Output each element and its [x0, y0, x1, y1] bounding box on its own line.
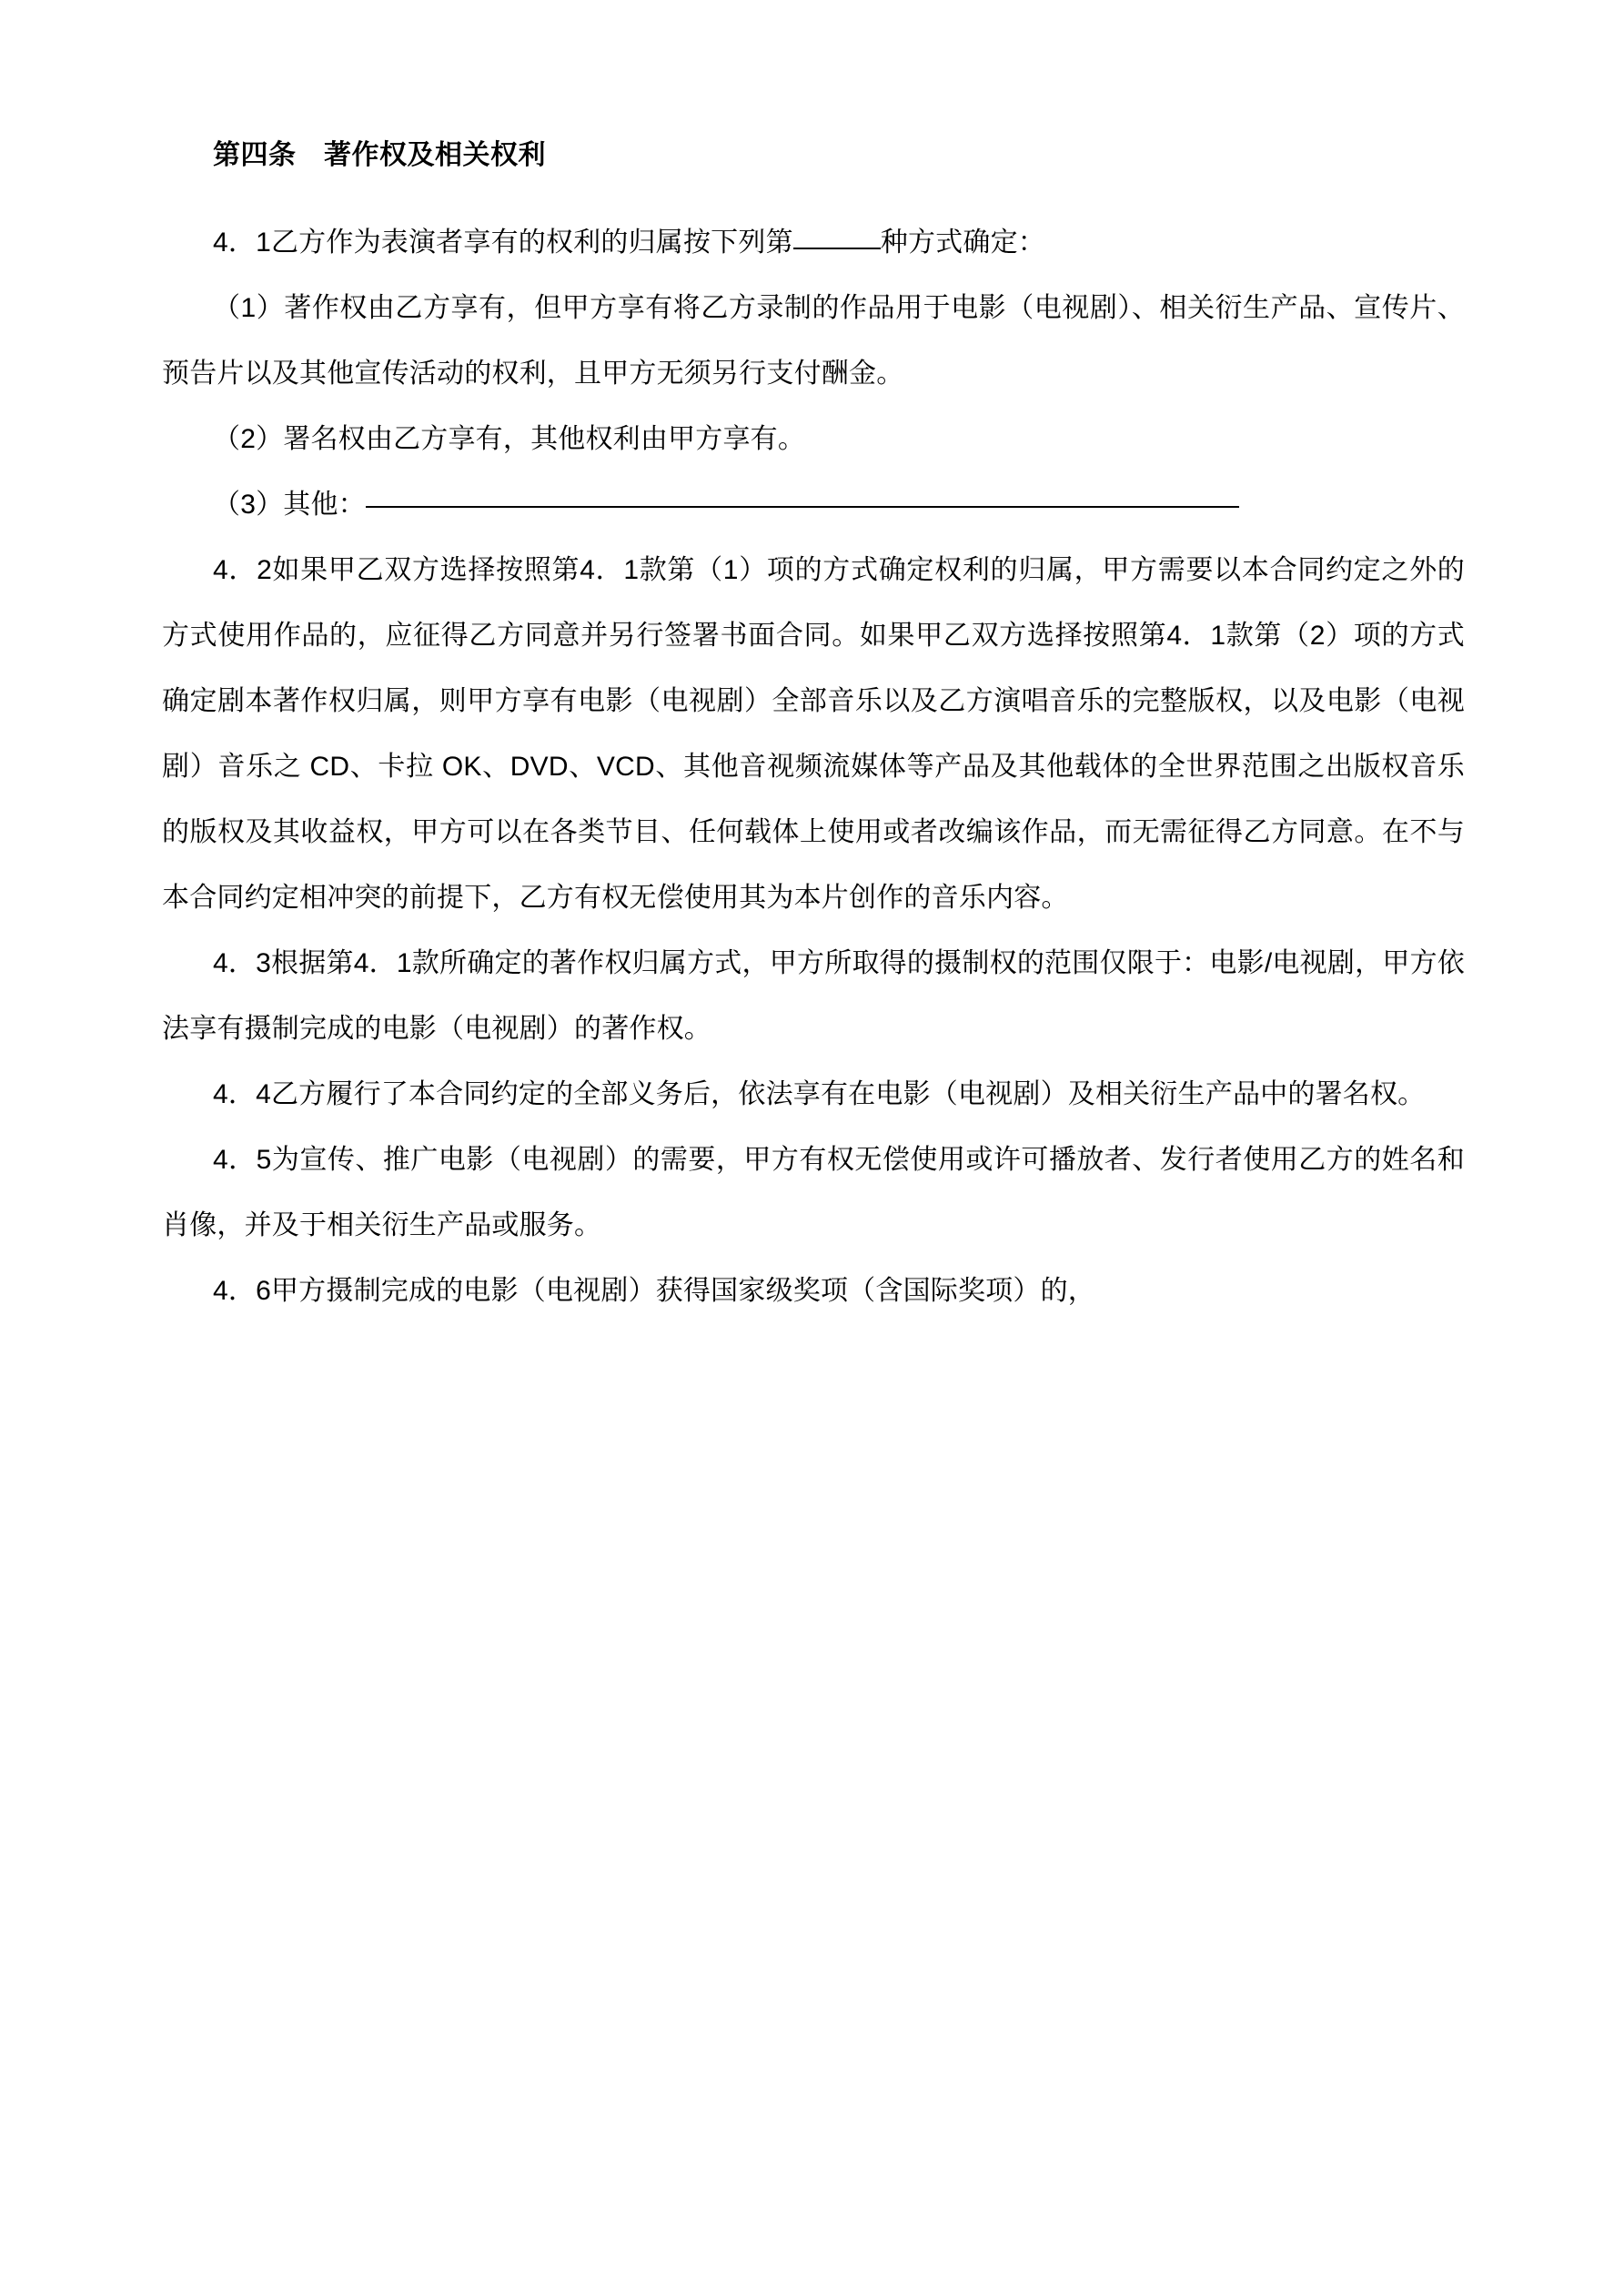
- paragraph-4-1-item-2: （2）署名权由乙方享有，其他权利由甲方享有。: [213, 424, 806, 454]
- paragraph-4-1: [162, 210, 1465, 276]
- document-body: [162, 135, 1465, 1324]
- paragraph-4-1-item-3: [162, 472, 1465, 538]
- paragraph-4-1-text-before: 4．1乙方作为表演者享有的权利的归属按下列第: [213, 228, 793, 258]
- page-title: 第四条 著作权及相关权利: [213, 140, 546, 170]
- fill-in-blank-other[interactable]: [366, 506, 1239, 508]
- paragraph-4-2: 4．2如果甲乙双方选择按照第4．1款第（1）项的方式确定权利的归属，甲方需要以本合同约定之外的方式使用作品的，应征得乙方同意并另行签署书面合同。如果甲乙双方选择按照第4．1款第（2）项的方式确定剧本著作权归属，则甲方享有电影（电视剧）全部音乐以及乙方演唱音乐的完整版权，以及电影（电视剧）音乐之 CD、卡拉 OK、DVD、VCD、其他音视频流媒体等产品及其他载体的全世界范围之出版权音乐的版权及其收益权，甲方可以在各类节目、任何载体上使用或者改编该作品，而无需征得乙方同意。在不与本合同约定相冲突的前提下，乙方有权无偿使用其为本片创作的音乐内容。: [162, 555, 1465, 913]
- paragraph-4-3: 4．3根据第4．1款所确定的著作权归属方式，甲方所取得的摄制权的范围仅限于：电影/电视剧，甲方依法享有摄制完成的电影（电视剧）的著作权。: [162, 948, 1465, 1044]
- paragraph-4-1-text-after: 种方式确定：: [880, 228, 1045, 258]
- paragraph-4-4: 4．4乙方履行了本合同约定的全部义务后，依法享有在电影（电视剧）及相关衍生产品中的署名权。: [213, 1079, 1426, 1109]
- paragraph-4-1-item-1: （1）著作权由乙方享有，但甲方享有将乙方录制的作品用于电影（电视剧）、相关衍生产品、宣传片、预告片以及其他宣传活动的权利，且甲方无须另行支付酬金。: [162, 293, 1465, 389]
- paragraph-4-1-item-3-label: （3）其他：: [213, 490, 366, 520]
- paragraph-4-6: 4．6甲方摄制完成的电影（电视剧）获得国家级奖项（含国际奖项）的，: [213, 1276, 1095, 1306]
- paragraph-4-5: 4．5为宣传、推广电影（电视剧）的需要，甲方有权无偿使用或许可播放者、发行者使用乙方的姓名和肖像，并及于相关衍生产品或服务。: [162, 1145, 1465, 1240]
- fill-in-blank-method[interactable]: [793, 248, 881, 249]
